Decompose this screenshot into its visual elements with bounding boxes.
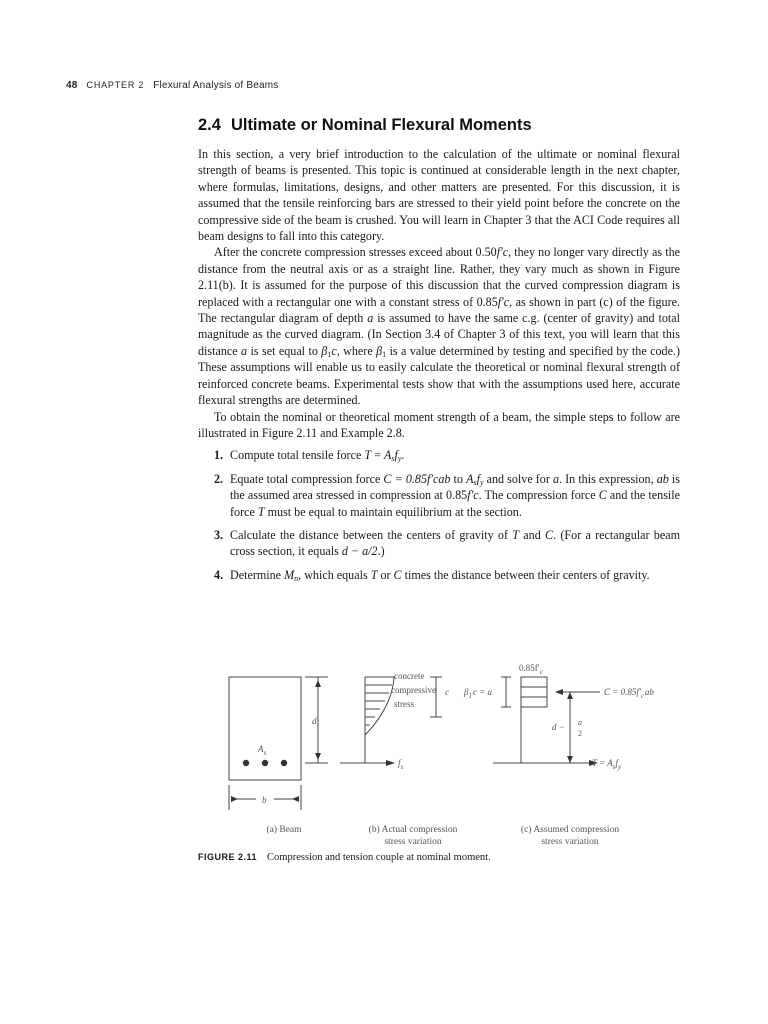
step-3: 3. Calculate the distance between the centers of gravity of T and C. (For a rectangular beam cross section, it equals d − a/2.) xyxy=(214,527,680,559)
paragraph-3: To obtain the nominal or theoretical moment strength of a beam, the simple steps to follow are illustrated in Figure 2.11 and Example 2.8. xyxy=(198,409,680,440)
section-title xyxy=(198,116,532,135)
b-stress-curve xyxy=(365,677,394,735)
body-text xyxy=(198,146,680,590)
figure-caption xyxy=(198,852,491,863)
rebar-3 xyxy=(281,760,287,766)
page-number: 48 xyxy=(66,80,78,91)
section-number: 2.4 xyxy=(198,116,221,134)
b-compressive-label: compressive xyxy=(391,685,436,695)
figure-caption-text: Compression and tension couple at nominal moment. xyxy=(267,852,491,863)
c-compression-arrow-head xyxy=(555,689,563,695)
part-b-label-1: (b) Actual compression xyxy=(368,825,458,835)
b-stress-label: stress xyxy=(394,699,414,709)
c-a-numerator: a xyxy=(578,718,582,727)
rebar-1 xyxy=(243,760,249,766)
figure-diagram xyxy=(0,650,768,850)
b-c-label: c xyxy=(445,687,449,697)
steps-list xyxy=(198,447,680,583)
c-beta-label: $\beta_1c = a$ xyxy=(464,687,493,700)
part-b-label-2: stress variation xyxy=(384,837,442,847)
figure-caption-label: FIGURE 2.11 xyxy=(198,852,258,862)
b-concrete-label: concrete xyxy=(394,671,425,681)
part-c-label-2: stress variation xyxy=(541,837,599,847)
section-heading: Ultimate or Nominal Flexural Moments xyxy=(230,116,532,134)
step-1: 1. Compute total tensile force $T = A_sf_y$. xyxy=(214,448,405,464)
chapter-title: Flexural Analysis of Beams xyxy=(153,80,279,91)
paragraph-1: In this section, a very brief introduction to the calculation of the ultimate or nominal flexural strength of beams is presented. This topic is continued at considerable length in the next chapter, where formulas, limitations, designs, and other matters are presented. For this discussion, it is assumed that the tensile reinforcing bars are stressed to their yield point before the concrete on the compressive side of the beam is crushed. You will learn in Chapter 3 that the ACI Code requires all beam designs to fall into this category. xyxy=(198,147,680,244)
part-a-label: (a) Beam xyxy=(266,825,302,835)
paragraph-2: After the concrete compression stresses exceed about 0.50f′c, they no longer vary directly as the distance from the neutral axis or as a straight line. Rather, they vary much as shown in Figure 2.11(b). It is assumed for the purpose of this discussion that the curved compression diagram is replaced with a rectangular one with a constant stress of 0.85f′c, as shown in part (c) of the figure. The rectangular diagram of depth a is assumed to have the same c.g. (center of gravity) and total magnitude as the curved diagram. (In Section 3.4 of Chapter 3 of this text, you will learn that this distance a is set equal to $\beta_1c$, where $\beta_1$ is a value determined by testing and specified by the code.) These assumptions will enable us to easily calculate the theoretical or nominal flexural strength of reinforced concrete beams. Experimental tests show that with the assumptions used here, accurate flexural strengths are determined. xyxy=(198,245,681,408)
c-lever-label: d − xyxy=(552,722,565,732)
step-4: 4. Determine $M_n$, which equals T or C times the distance between their centers of gravity. xyxy=(214,567,650,583)
c-stress-block xyxy=(521,677,547,707)
c-compression-label: $C = 0.85f'_cab$ xyxy=(604,687,654,700)
step-2: 2. Equate total compression force C = 0.85f′cab to $A_sf_y$ and solve for a. In this expression, ab is the assumed area stressed in compression at 0.85f′c. The compression force C and the tensile force T must be equal to maintain equilibrium at the section. xyxy=(214,471,681,519)
part-c-label-1: (c) Assumed compression xyxy=(520,825,620,835)
beam-d-label: d xyxy=(312,716,317,726)
rebar-2 xyxy=(262,760,268,766)
chapter-label: CHAPTER 2 xyxy=(86,80,145,90)
beam-b-label: b xyxy=(262,795,267,805)
beam-as-label: $A_s$ xyxy=(258,744,267,757)
c-a-denominator: 2 xyxy=(578,729,582,738)
c-tension-label: $T = A_sf_y$ xyxy=(592,758,622,771)
c-top-stress-label: $0.85f'_c$ xyxy=(519,663,543,676)
running-header xyxy=(66,80,278,91)
b-fs-label: $f_s$ xyxy=(398,758,404,771)
b-arrow-head xyxy=(386,760,395,766)
